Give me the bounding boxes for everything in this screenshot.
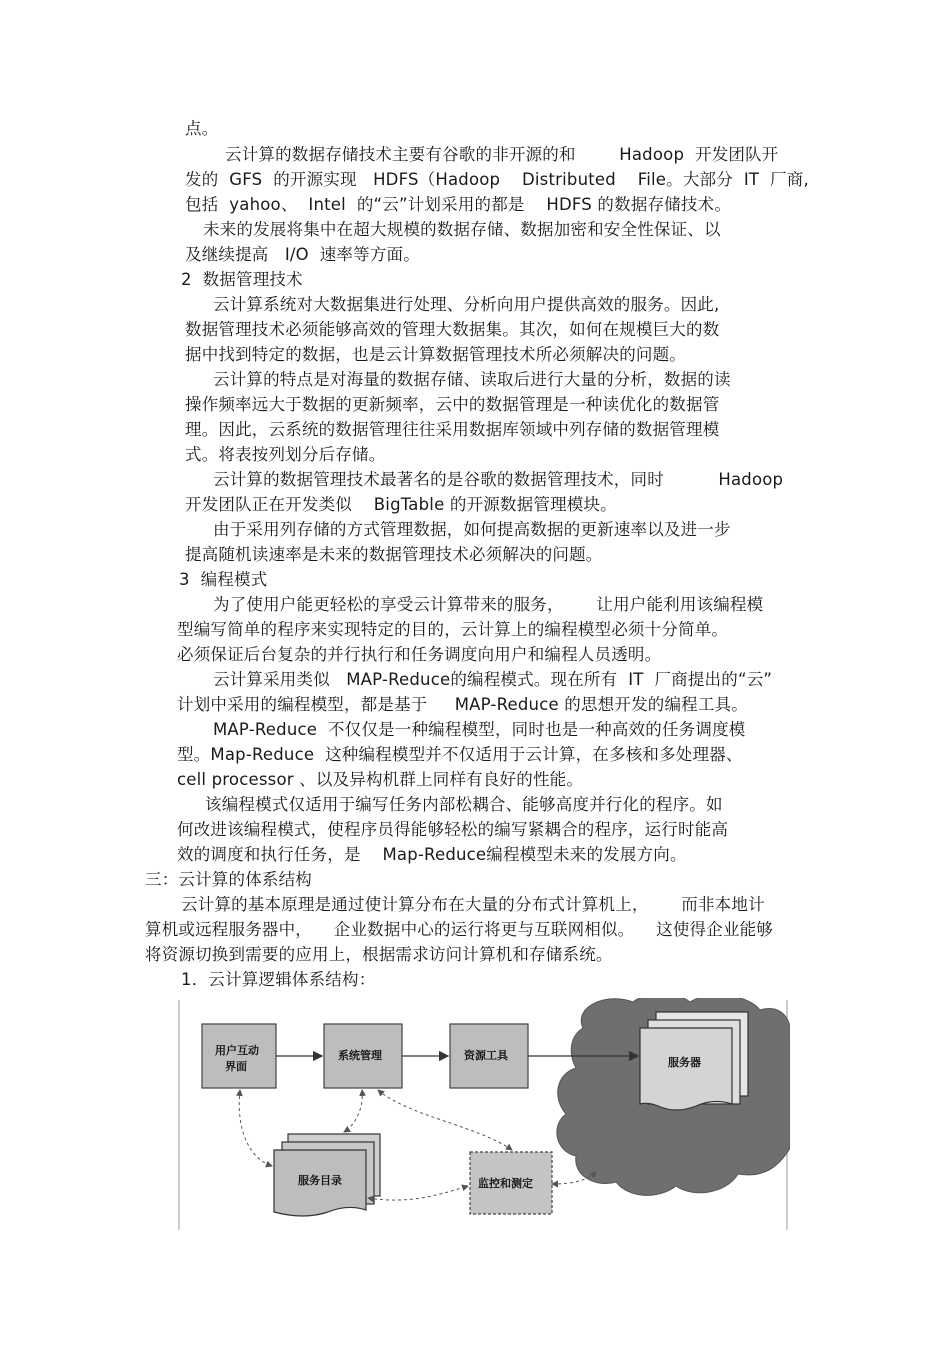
dashed-sysmgmt-catalog: [344, 1090, 362, 1132]
system-management-label: 系统管理: [338, 1049, 382, 1062]
dashed-catalog-monitor: [368, 1186, 468, 1200]
text-line: 操作频率远大于数据的更新频率，云中的数据管理是一种读优化的数据管: [185, 395, 720, 414]
monitoring-label: 监控和测定: [478, 1177, 533, 1190]
user-interface-label-1: 用户互动: [215, 1044, 259, 1057]
section-heading: 2 数据管理技术: [181, 270, 303, 289]
text-line: MAP-Reduce 不仅仅是一种编程模型，同时也是一种高效的任务调度模: [213, 720, 746, 739]
text-line: 理。因此，云系统的数据管理往往采用数据库领域中列存储的数据管理模: [185, 420, 720, 439]
text-line: 数据管理技术必须能够高效的管理大数据集。其次，如何在规模巨大的数: [185, 320, 720, 339]
dashed-ui-catalog: [239, 1090, 272, 1166]
resource-tools-label: 资源工具: [464, 1049, 508, 1062]
section-heading: 三：云计算的体系结构: [145, 870, 312, 889]
text-line: 及继续提高 I/O 速率等方面。: [185, 245, 420, 264]
text-line: 云计算采用类似 MAP-Reduce的编程模式。现在所有 IT 厂商提出的“云”: [213, 670, 773, 689]
text-line: 算机或远程服务器中， 企业数据中心的运行将更与互联网相似。 这使得企业能够: [145, 920, 774, 939]
dashed-sysmgmt-monitor: [378, 1090, 512, 1150]
text-line: 点。: [185, 119, 219, 138]
subsection-heading: 1．云计算逻辑体系结构：: [181, 970, 376, 989]
server-page-front: [640, 1028, 732, 1110]
text-line: 将资源切换到需要的应用上，根据需求访问计算机和存储系统。: [145, 945, 613, 964]
text-line: 据中找到特定的数据，也是云计算数据管理技术所必须解决的问题。: [185, 345, 686, 364]
user-interface-label-2: 界面: [225, 1060, 247, 1073]
section-heading: 3 编程模式: [179, 570, 268, 589]
text-line: 云计算的特点是对海量的数据存储、读取后进行大量的分析，数据的读: [213, 370, 731, 389]
text-line: 云计算的数据管理技术最著名的是谷歌的数据管理技术，同时 Hadoop: [213, 470, 784, 489]
text-line: 计划中采用的编程模型，都是基于 MAP-Reduce 的思想开发的编程工具。: [177, 695, 748, 714]
text-line: 式。将表按列划分后存储。: [185, 445, 386, 464]
text-line: 由于采用列存储的方式管理数据，如何提高数据的更新速率以及进一步: [213, 520, 731, 539]
text-line: 提高随机读速率是未来的数据管理技术必须解决的问题。: [185, 545, 603, 564]
architecture-diagram: [178, 998, 790, 1230]
text-line: 云计算的数据存储技术主要有谷歌的非开源的和 Hadoop 开发团队开: [225, 145, 779, 164]
text-line: 必须保证后台复杂的并行执行和任务调度向用户和编程人员透明。: [177, 645, 662, 664]
text-line: 型。Map-Reduce 这种编程模型并不仅适用于云计算，在多核和多处理器、: [177, 745, 743, 764]
text-line: cell processor 、以及异构机群上同样有良好的性能。: [177, 770, 584, 789]
text-line: 型编写简单的程序来实现特定的目的，云计算上的编程模型必须十分简单。: [177, 620, 729, 639]
text-line: 未来的发展将集中在超大规模的数据存储、数据加密和安全性保证、以: [203, 220, 721, 239]
text-line: 效的调度和执行任务，是 Map-Reduce编程模型未来的发展方向。: [177, 845, 687, 864]
text-line: 包括 yahoo、 Intel 的“云”计划采用的都是 HDFS 的数据存储技术。: [185, 195, 732, 214]
text-line: 云计算的基本原理是通过使计算分布在大量的分布式计算机上， 而非本地计: [181, 895, 765, 914]
text-line: 云计算系统对大数据集进行处理、分析向用户提供高效的服务。因此,: [213, 295, 720, 314]
servers-label: 服务器: [668, 1056, 701, 1069]
text-line: 何改进该编程模式，使程序员得能够轻松的编写紧耦合的程序，运行时能高: [177, 820, 729, 839]
text-line: 开发团队正在开发类似 BigTable 的开源数据管理模块。: [185, 495, 617, 514]
text-line: 发的 GFS 的开源实现 HDFS（Hadoop Distributed File。大部分 IT 厂商,: [185, 170, 809, 189]
text-line: 为了使用户能更轻松的享受云计算带来的服务， 让用户能利用该编程模: [213, 595, 764, 614]
service-catalog-label: 服务目录: [298, 1174, 342, 1187]
text-line: 该编程模式仅适用于编写任务内部松耦合、能够高度并行化的程序。如: [205, 795, 723, 814]
